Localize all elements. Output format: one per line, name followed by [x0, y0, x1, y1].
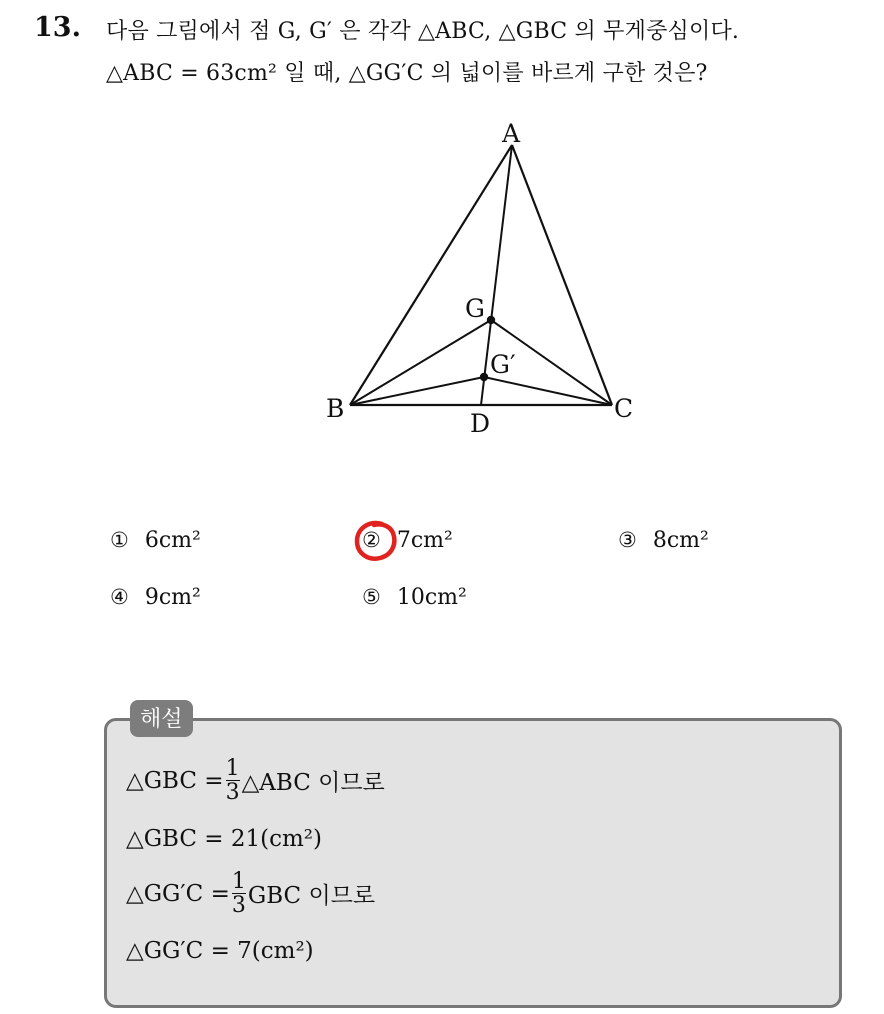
label-g: G — [465, 294, 485, 323]
choice-2-text: 7cm² — [396, 528, 453, 553]
label-g-prime: G′ — [490, 350, 516, 379]
question-text-line-1: 다음 그림에서 점 G, G′ 은 각각 △ABC, △GBC 의 무게중심이다. — [106, 19, 740, 44]
solution-line-1-right: △ABC 이므로 — [241, 770, 385, 797]
triangle-figure — [300, 110, 680, 460]
choice-4-number: ④ — [110, 585, 129, 609]
label-c: C — [614, 394, 634, 423]
fraction-one-third — [232, 870, 246, 917]
point-g — [487, 316, 495, 324]
choice-2-number: ② — [362, 528, 381, 552]
fraction-denominator: 3 — [231, 893, 246, 919]
solution-tag: 해설 — [130, 700, 193, 737]
segment-gb — [350, 320, 491, 405]
solution-line-3-right: GBC 이므로 — [247, 883, 376, 910]
triangle-diagram — [300, 110, 680, 460]
solution-line-3-left: △GG′C = — [126, 880, 230, 907]
choice-3-text: 8cm² — [652, 528, 709, 553]
choice-4[interactable] — [110, 585, 201, 610]
solution-line-2: △GBC = 21(cm²) — [126, 826, 323, 852]
choice-1-number: ① — [110, 528, 129, 552]
solution-line-1 — [126, 757, 385, 804]
segment-g-prime-b — [350, 377, 484, 405]
solution-line-4: △GG′C = 7(cm²) — [126, 938, 314, 964]
choice-3[interactable] — [618, 528, 709, 553]
choice-1-text: 6cm² — [144, 528, 201, 553]
answer-mark-circle-icon — [352, 518, 400, 564]
side-ac — [512, 145, 612, 405]
choice-4-text: 9cm² — [144, 585, 201, 610]
point-g-prime — [480, 373, 488, 381]
label-d: D — [470, 409, 491, 438]
side-ab — [350, 145, 512, 405]
choice-5[interactable] — [362, 585, 467, 610]
solution-line-1-left: △GBC = — [126, 767, 224, 794]
question-number: 13. — [34, 12, 81, 43]
choice-3-number: ③ — [618, 528, 637, 552]
label-b: B — [326, 394, 345, 423]
fraction-numerator: 1 — [231, 869, 246, 894]
fraction-denominator: 3 — [225, 780, 240, 806]
fraction-one-third — [226, 757, 240, 804]
solution-line-3 — [126, 870, 375, 917]
fraction-numerator: 1 — [225, 756, 240, 781]
question-text-line-2: △ABC = 63cm² 일 때, △GG′C 의 넓이를 바르게 구한 것은? — [106, 61, 708, 86]
label-a: A — [502, 119, 521, 148]
choice-5-text: 10cm² — [396, 585, 467, 610]
choice-1[interactable] — [110, 528, 201, 553]
choice-5-number: ⑤ — [362, 585, 381, 609]
